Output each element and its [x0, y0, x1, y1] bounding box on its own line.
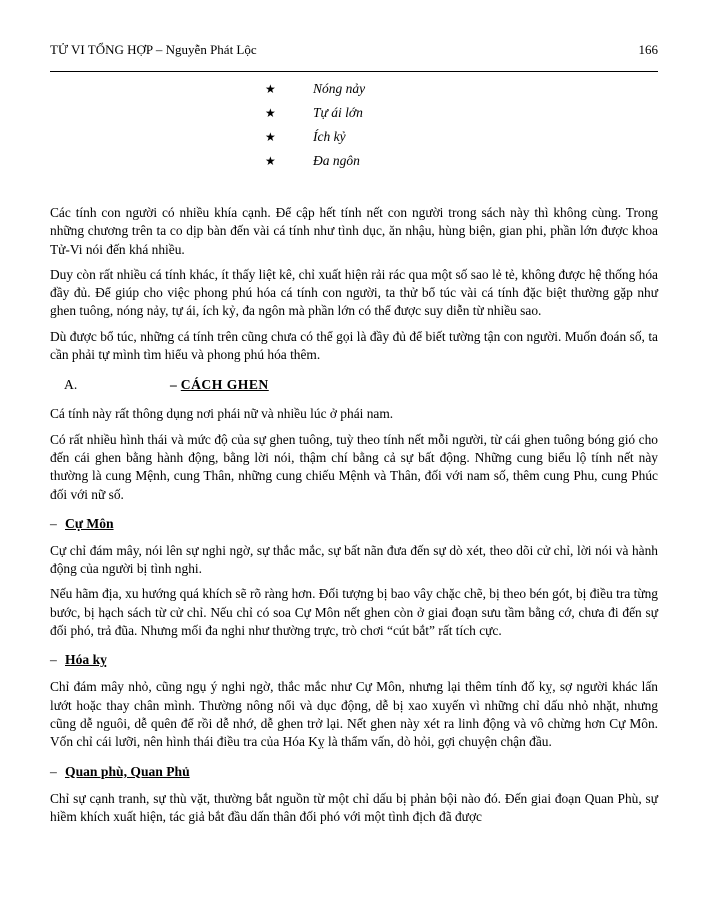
list-item	[265, 153, 658, 177]
sub-title: Quan phù, Quan Phủ	[65, 763, 190, 779]
subsection-paragraph: Chỉ đám mây nhỏ, cũng ngụ ý nghi ngờ, thắc mắc như Cự Môn, nhưng lại thêm tính đố kỵ, sợ người khác lấn lướt hoặc thay chân mình. Thường nông nổi và dục động, dễ bị xao xuyến vì những chỉ dấu nhỏ nhặt, nhưng cũng dễ nguôi, dễ quên để rồi dễ nhớ, dễ ghen trở lại. Nết ghen này xét ra linh động và vô chừng hơn Cự Môn. Vốn chỉ cái lưỡi, nên hình thái điều tra của Hóa Kỵ là thẩm vấn, dò hỏi, gợi chuyện chận đầu.	[50, 679, 658, 750]
trait-label: Tự ái lớn	[313, 105, 363, 120]
list-item	[265, 105, 658, 129]
sub-heading-quan-phu	[50, 764, 658, 780]
intro-paragraph: Các tính con người có nhiều khía cạnh. Để cập hết tính nết con người trong sách này thì không cùng. Trong những chương trên ta co dịp bàn đến vài cá tính như tình dục, ăn nhậu, hùng biện, gian phi, phần lớn được khoa Tử-Vi nói đến khá nhiều.	[50, 205, 658, 257]
list-item	[265, 129, 658, 153]
traits-list	[265, 81, 658, 177]
list-item	[265, 81, 658, 105]
page-header	[50, 42, 658, 58]
section-title: CÁCH GHEN	[180, 377, 269, 393]
header-title: TỬ VI TỔNG HỢP – Nguyễn Phát Lộc	[50, 42, 257, 57]
section-label: A.	[64, 377, 78, 393]
intro-paragraph: Dù được bổ túc, những cá tính trên cũng chưa có thể gọi là đầy đủ để biết tường tận con người. Muốn đoán số, ta cần phải tự mình tìm hiểu và phong phú hóa thêm.	[50, 328, 658, 363]
intro-paragraph: Duy còn rất nhiều cá tính khác, ít thấy liệt kê, chỉ xuất hiện rải rác qua một số sao lẻ tẻ, không được hệ thống hóa đầy đủ. Để giúp cho việc phong phú hóa cá tính con người, ta thử bổ túc vài cá tính đặc biệt thường gặp như ghen tuông, nóng nảy, tự ái, ích kỷ, đa ngôn mà phần lớn có thể được suy diễn từ nhiều sao.	[50, 266, 658, 319]
trait-label: Nóng nảy	[313, 81, 366, 96]
trait-label: Đa ngôn	[313, 153, 360, 168]
page-number: 166	[638, 42, 658, 57]
subsection-paragraph: Chỉ sự cạnh tranh, sự thù vặt, thường bắt nguồn từ một chỉ dấu bị phản bội nào đó. Đến giai đoạn Quan Phù, sự hiềm khích xuất hiện, tác giả bắt đầu dấn thân đối phó với một tình địch đã được	[50, 790, 658, 824]
dash: –	[50, 515, 57, 531]
sub-title: Hóa kỵ	[65, 652, 107, 668]
sub-heading-hoa-ky	[50, 652, 658, 668]
sub-title: Cự Môn	[65, 515, 114, 531]
star-bullet-icon: ★	[265, 154, 276, 168]
dash: –	[170, 377, 177, 393]
star-bullet-icon: ★	[265, 106, 276, 120]
dash: –	[50, 652, 57, 668]
section-heading-cach-ghen	[64, 377, 658, 393]
subsection-paragraph: Nếu hãm địa, xu hướng quá khích sẽ rõ ràng hơn. Đối tượng bị bao vây chặc chẽ, bị theo bén gót, bị điều tra từng bước, bị hạch sách từ cử chỉ. Nếu chỉ có soa Cự Môn nết ghen còn ở giai đoạn sưu tầm bằng cớ, chưa đi đến sự đối phó, trả đũa. Nhưng mối đa nghi như thường trực, trò chơi “cút bắt” rất tích cực.	[50, 586, 658, 639]
trait-label: Ích kỷ	[313, 129, 346, 144]
section-paragraph: Cá tính này rất thông dụng nơi phái nữ và nhiều lúc ở phái nam.	[50, 406, 394, 422]
star-bullet-icon: ★	[265, 130, 276, 144]
sub-heading-cu-mon	[50, 516, 658, 532]
dash: –	[50, 763, 57, 779]
header-divider	[50, 71, 658, 72]
section-paragraph: Có rất nhiều hình thái và mức độ của sự ghen tuông, tuỳ theo tính nết mỗi người, từ cái ghen tuông bóng gió cho đến cái ghen bằng hành động, bằng lời nói, thậm chí bằng cả sự bất động. Những cung biểu lộ tính nết này thường là cung Mệnh, cung Thân, những cung chiếu Mệnh và Thân, đối với nam số, thêm cung Phu, cung Phúc đối với nữ số.	[50, 431, 658, 502]
star-bullet-icon: ★	[265, 82, 276, 96]
subsection-paragraph: Cự chỉ đám mây, nói lên sự nghi ngờ, sự thắc mắc, sự bất nãn đưa đến sự dò xét, theo dõi cử chỉ, lời nói và hành động của người bị tình nghi.	[50, 542, 658, 577]
